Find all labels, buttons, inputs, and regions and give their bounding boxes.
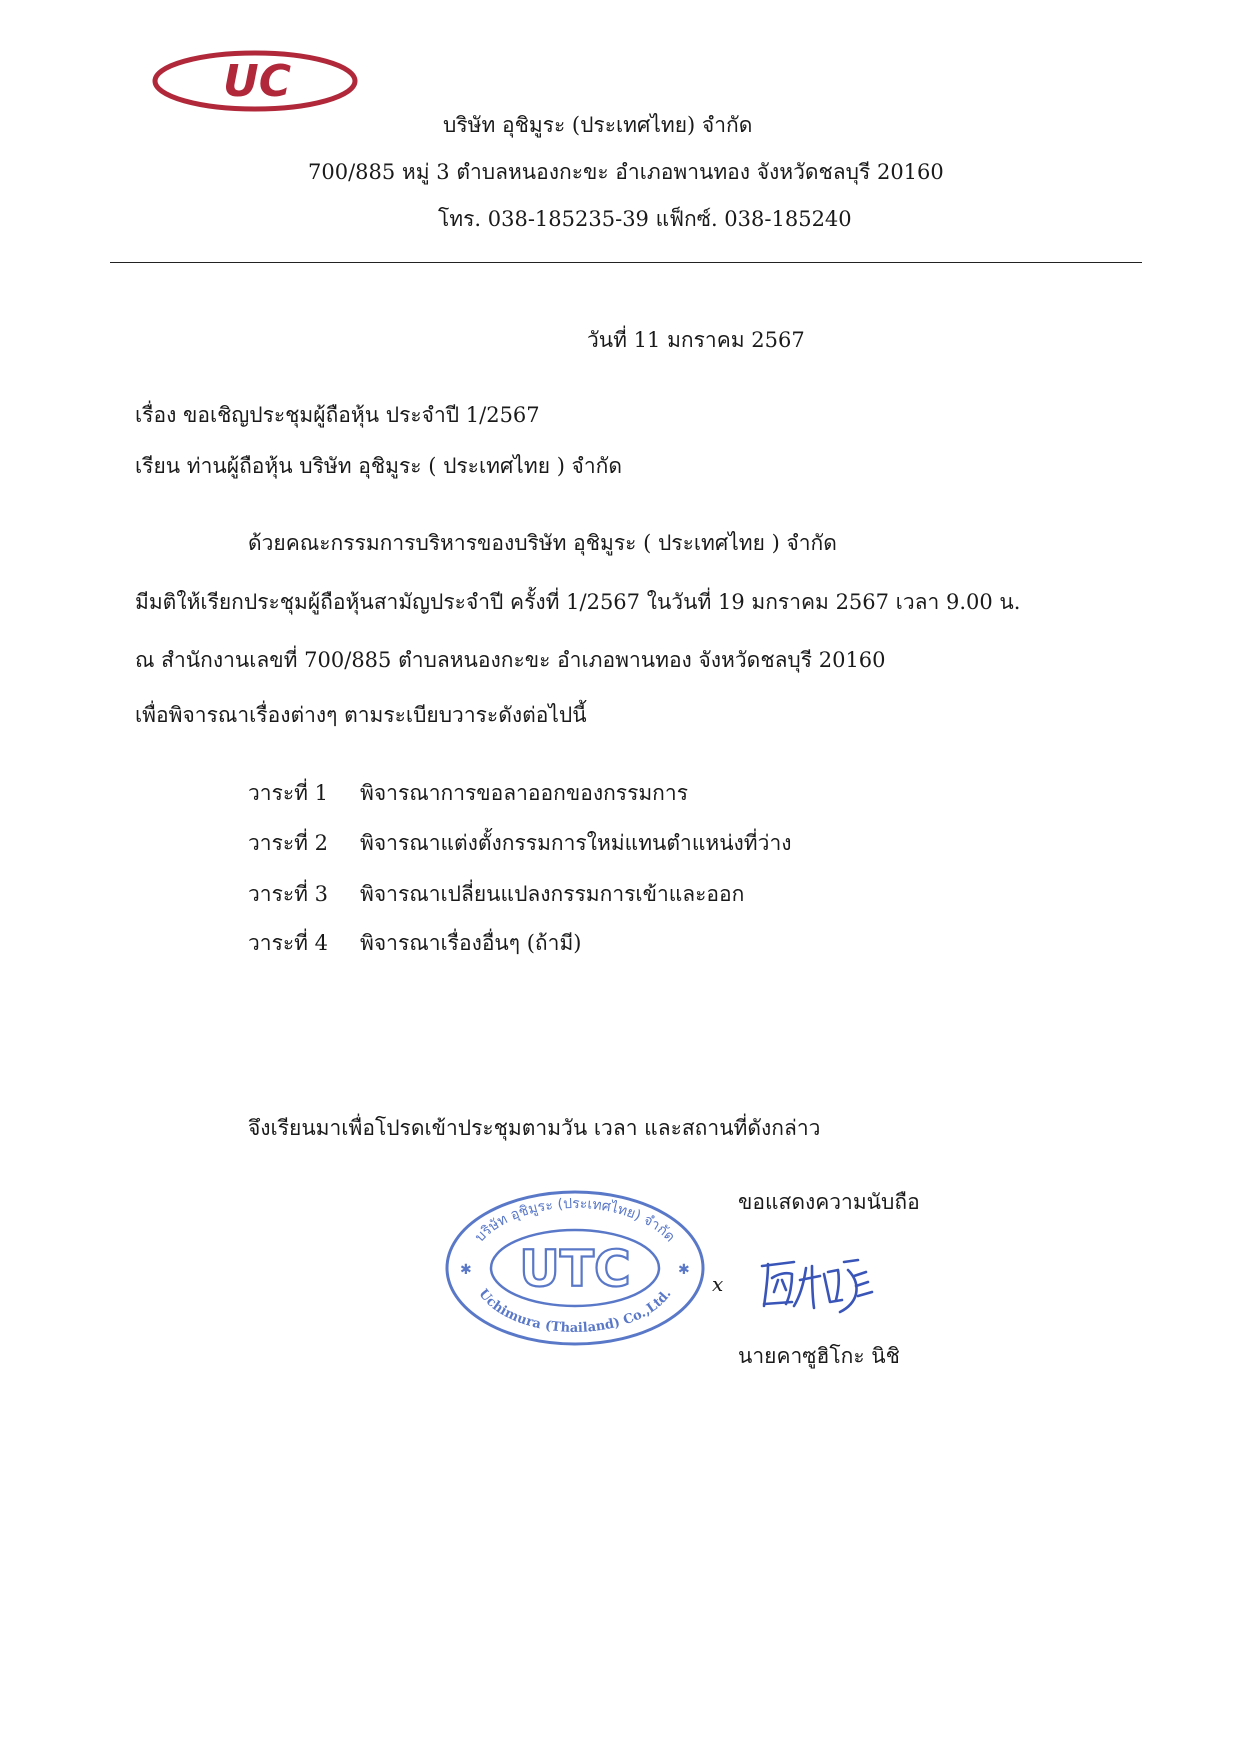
svg-text:บริษัท อุชิมูระ (ประเทศไทย) จำ [472, 1196, 678, 1245]
signatory-name: นายคาซูฮิโกะ นิชิ [738, 1344, 900, 1368]
agenda-text: พิจารณาการขอลาออกของกรรมการ [360, 781, 688, 805]
closing-line: จึงเรียนมาเพื่อโปรดเข้าประชุมตามวัน เวลา และสถานที่ดังกล่าว [248, 1116, 821, 1140]
header-divider [110, 262, 1142, 263]
company-logo [150, 48, 360, 118]
stamp-star-left-icon: ✱ [460, 1262, 472, 1278]
letter-date: วันที่ 11 มกราคม 2567 [587, 328, 805, 352]
handwritten-signature [708, 1248, 878, 1322]
agenda-number: วาระที่ 3 [248, 882, 329, 906]
agenda-text: พิจารณาเรื่องอื่นๆ (ถ้ามี) [360, 931, 582, 955]
company-contact: โทร. 038-185235-39 แฟ็กซ์. 038-185240 [438, 207, 852, 231]
agenda-number: วาระที่ 2 [248, 831, 329, 855]
body-line-1: ด้วยคณะกรรมการบริหารของบริษัท อุชิมูระ ( ประเทศไทย ) จำกัด [248, 531, 837, 555]
agenda-text: พิจารณาเปลี่ยนแปลงกรรมการเข้าและออก [360, 882, 745, 906]
body-line-2: มีมติให้เรียกประชุมผู้ถือหุ้นสามัญประจำปี ครั้งที่ 1/2567 ในวันที่ 19 มกราคม 2567 เวลา 9.00 น. [135, 590, 1021, 614]
signature-mark: x [712, 1272, 724, 1296]
company-stamp [440, 1186, 710, 1350]
company-name: บริษัท อุชิมูระ (ประเทศไทย) จำกัด [443, 113, 753, 137]
agenda-number: วาระที่ 1 [248, 781, 329, 805]
logo-text: UC [222, 56, 292, 107]
stamp-center-text: UTC [519, 1240, 631, 1298]
regards-text: ขอแสดงความนับถือ [738, 1190, 920, 1214]
company-address: 700/885 หมู่ 3 ตำบลหนองกะขะ อำเภอพานทอง จังหวัดชลบุรี 20160 [308, 160, 944, 184]
agenda-number: วาระที่ 4 [248, 931, 329, 955]
letter-subject: เรื่อง ขอเชิญประชุมผู้ถือหุ้น ประจำปี 1/2567 [135, 403, 540, 427]
stamp-top-text: บริษัท อุชิมูระ (ประเทศไทย) จำกัด [471, 1195, 679, 1246]
letter-recipient: เรียน ท่านผู้ถือหุ้น บริษัท อุชิมูระ ( ประเทศไทย ) จำกัด [135, 454, 623, 478]
stamp-star-right-icon: ✱ [678, 1262, 690, 1278]
body-line-4: เพื่อพิจารณาเรื่องต่างๆ ตามระเบียบวาระดังต่อไปนี้ [135, 703, 587, 727]
agenda-text: พิจารณาแต่งตั้งกรรมการใหม่แทนตำแหน่งที่ว่าง [360, 831, 792, 855]
stamp-bottom-text: Uchimura (Thailand) Co.,Ltd. [475, 1286, 675, 1336]
body-line-3: ณ สำนักงานเลขที่ 700/885 ตำบลหนองกะขะ อำเภอพานทอง จังหวัดชลบุรี 20160 [135, 648, 886, 672]
